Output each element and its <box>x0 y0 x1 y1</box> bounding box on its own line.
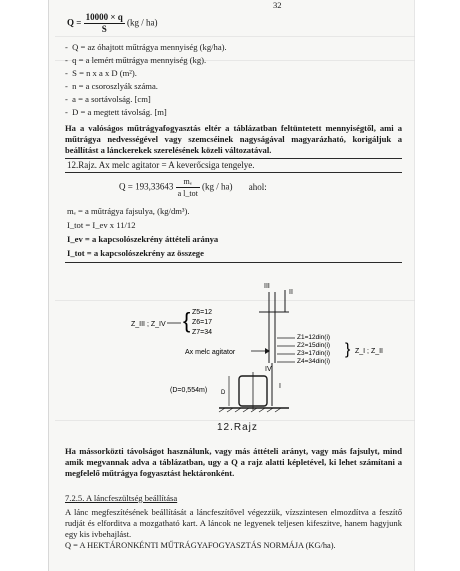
box-line: I_tot = I_ev x 11/12 <box>67 220 136 230</box>
gear-diagram <box>89 268 389 418</box>
agitator-label: Ax melc agitator <box>185 349 236 356</box>
right-brace: } <box>345 341 351 358</box>
dimension-d: D <box>221 390 226 396</box>
left-ratio-label: Z_III ; Z_IV <box>131 321 166 328</box>
definition-item: - S = n x a x D (m²). <box>65 68 137 78</box>
paragraph-usage: Ha mássorközti távolságot használunk, vagy más áttételi arányt, vagy más fajsulyt, mind amik megvannak adva a táblázatban, ugy a Q a rajz alatti képletével, ki lehet számítani a megfelelő műtrágya fogyasztást hektáronként. <box>65 446 402 478</box>
definitions-list <box>65 42 227 120</box>
right-value: Z3=17din(i) <box>297 350 331 357</box>
formula-fraction: $\frac{10000 \times q}{S}$ <box>85 12 123 34</box>
formula-q-box: Q = 193,33643 $\frac{\text{mₑ}}{\text{a l\_tot}}$ (kg / ha) ahol: <box>119 177 267 198</box>
page-number: 32 <box>273 0 282 10</box>
left-value: Z6=17 <box>192 319 213 326</box>
box-line: I_ev = a kapcsolószekrény áttételi aránya <box>67 234 219 244</box>
document-page <box>48 0 415 571</box>
roman-label: I <box>279 383 281 390</box>
paragraph-correction: Ha a valóságos műtrágyafogyasztás eltér a táblázatban feltüntetett mennyiségtől, ami a műtrágya nedvességével vagy szemcséinek nagyságával magyarázható, korigáljuk a beállítást a lánckerekek szerelésének közeli változatával. <box>65 123 402 155</box>
roman-label: II <box>289 289 293 296</box>
left-value: Z7=34 <box>192 329 213 336</box>
right-value: Z1=12din(i) <box>297 334 331 341</box>
box-lines <box>67 206 218 260</box>
definition-item: - D = a megtett távolság. [m] <box>65 107 167 117</box>
right-value: Z4=34din(i) <box>297 358 331 365</box>
definition-item: - q = a lemért műtrágya mennyiség (kg). <box>65 55 207 65</box>
left-value: Z5=12 <box>192 309 213 316</box>
box-line: mₑ = a műtrágya fajsulya, (kg/dm³). <box>67 206 190 216</box>
right-ratio-label: Z_I ; Z_II <box>355 348 384 355</box>
section-title: 7.2.5. A láncfeszültség beállítása <box>65 493 178 503</box>
formula-q: Q = $\frac{10000 \times q}{S}$ (kg / ha) <box>67 12 158 34</box>
definition-item: - a = a sortávolság. [cm] <box>65 94 151 104</box>
definition-item: - n = a csoroszlyák száma. <box>65 81 158 91</box>
box-line: I_tot = a kapcsolószekrény az összege <box>67 248 204 258</box>
roman-label: IV <box>265 366 272 373</box>
final-line: Q = A HEKTÁRONKÉNTI MŰTRÁGYAFOGYASZTÁS NORMÁJA (KG/ha). <box>65 541 336 550</box>
diagram-caption: 12.Rajz <box>217 422 258 433</box>
left-brace: { <box>183 308 191 333</box>
paragraph-chain: A lánc megfeszítésének beállítását a láncfeszítővel végezzük, vízszintesen elmozdítva a feszítő rudját és elforditva a mozgatható kart. A láncok ne legyenek teljesen kifeszitve, hanem hagyjunk egy kis ivbehajlást. <box>65 507 402 539</box>
roman-label: III <box>264 283 270 290</box>
definition-item: - Q = az óhajtott műtrágya mennyiség (kg/ha). <box>65 42 227 52</box>
box-heading: 12.Rajz. Ax melc agitator = A keverőcsiga tengelye. <box>67 160 255 170</box>
wheel-label: (D=0,554m) <box>170 387 208 394</box>
right-value: Z2=15din(i) <box>297 342 331 349</box>
